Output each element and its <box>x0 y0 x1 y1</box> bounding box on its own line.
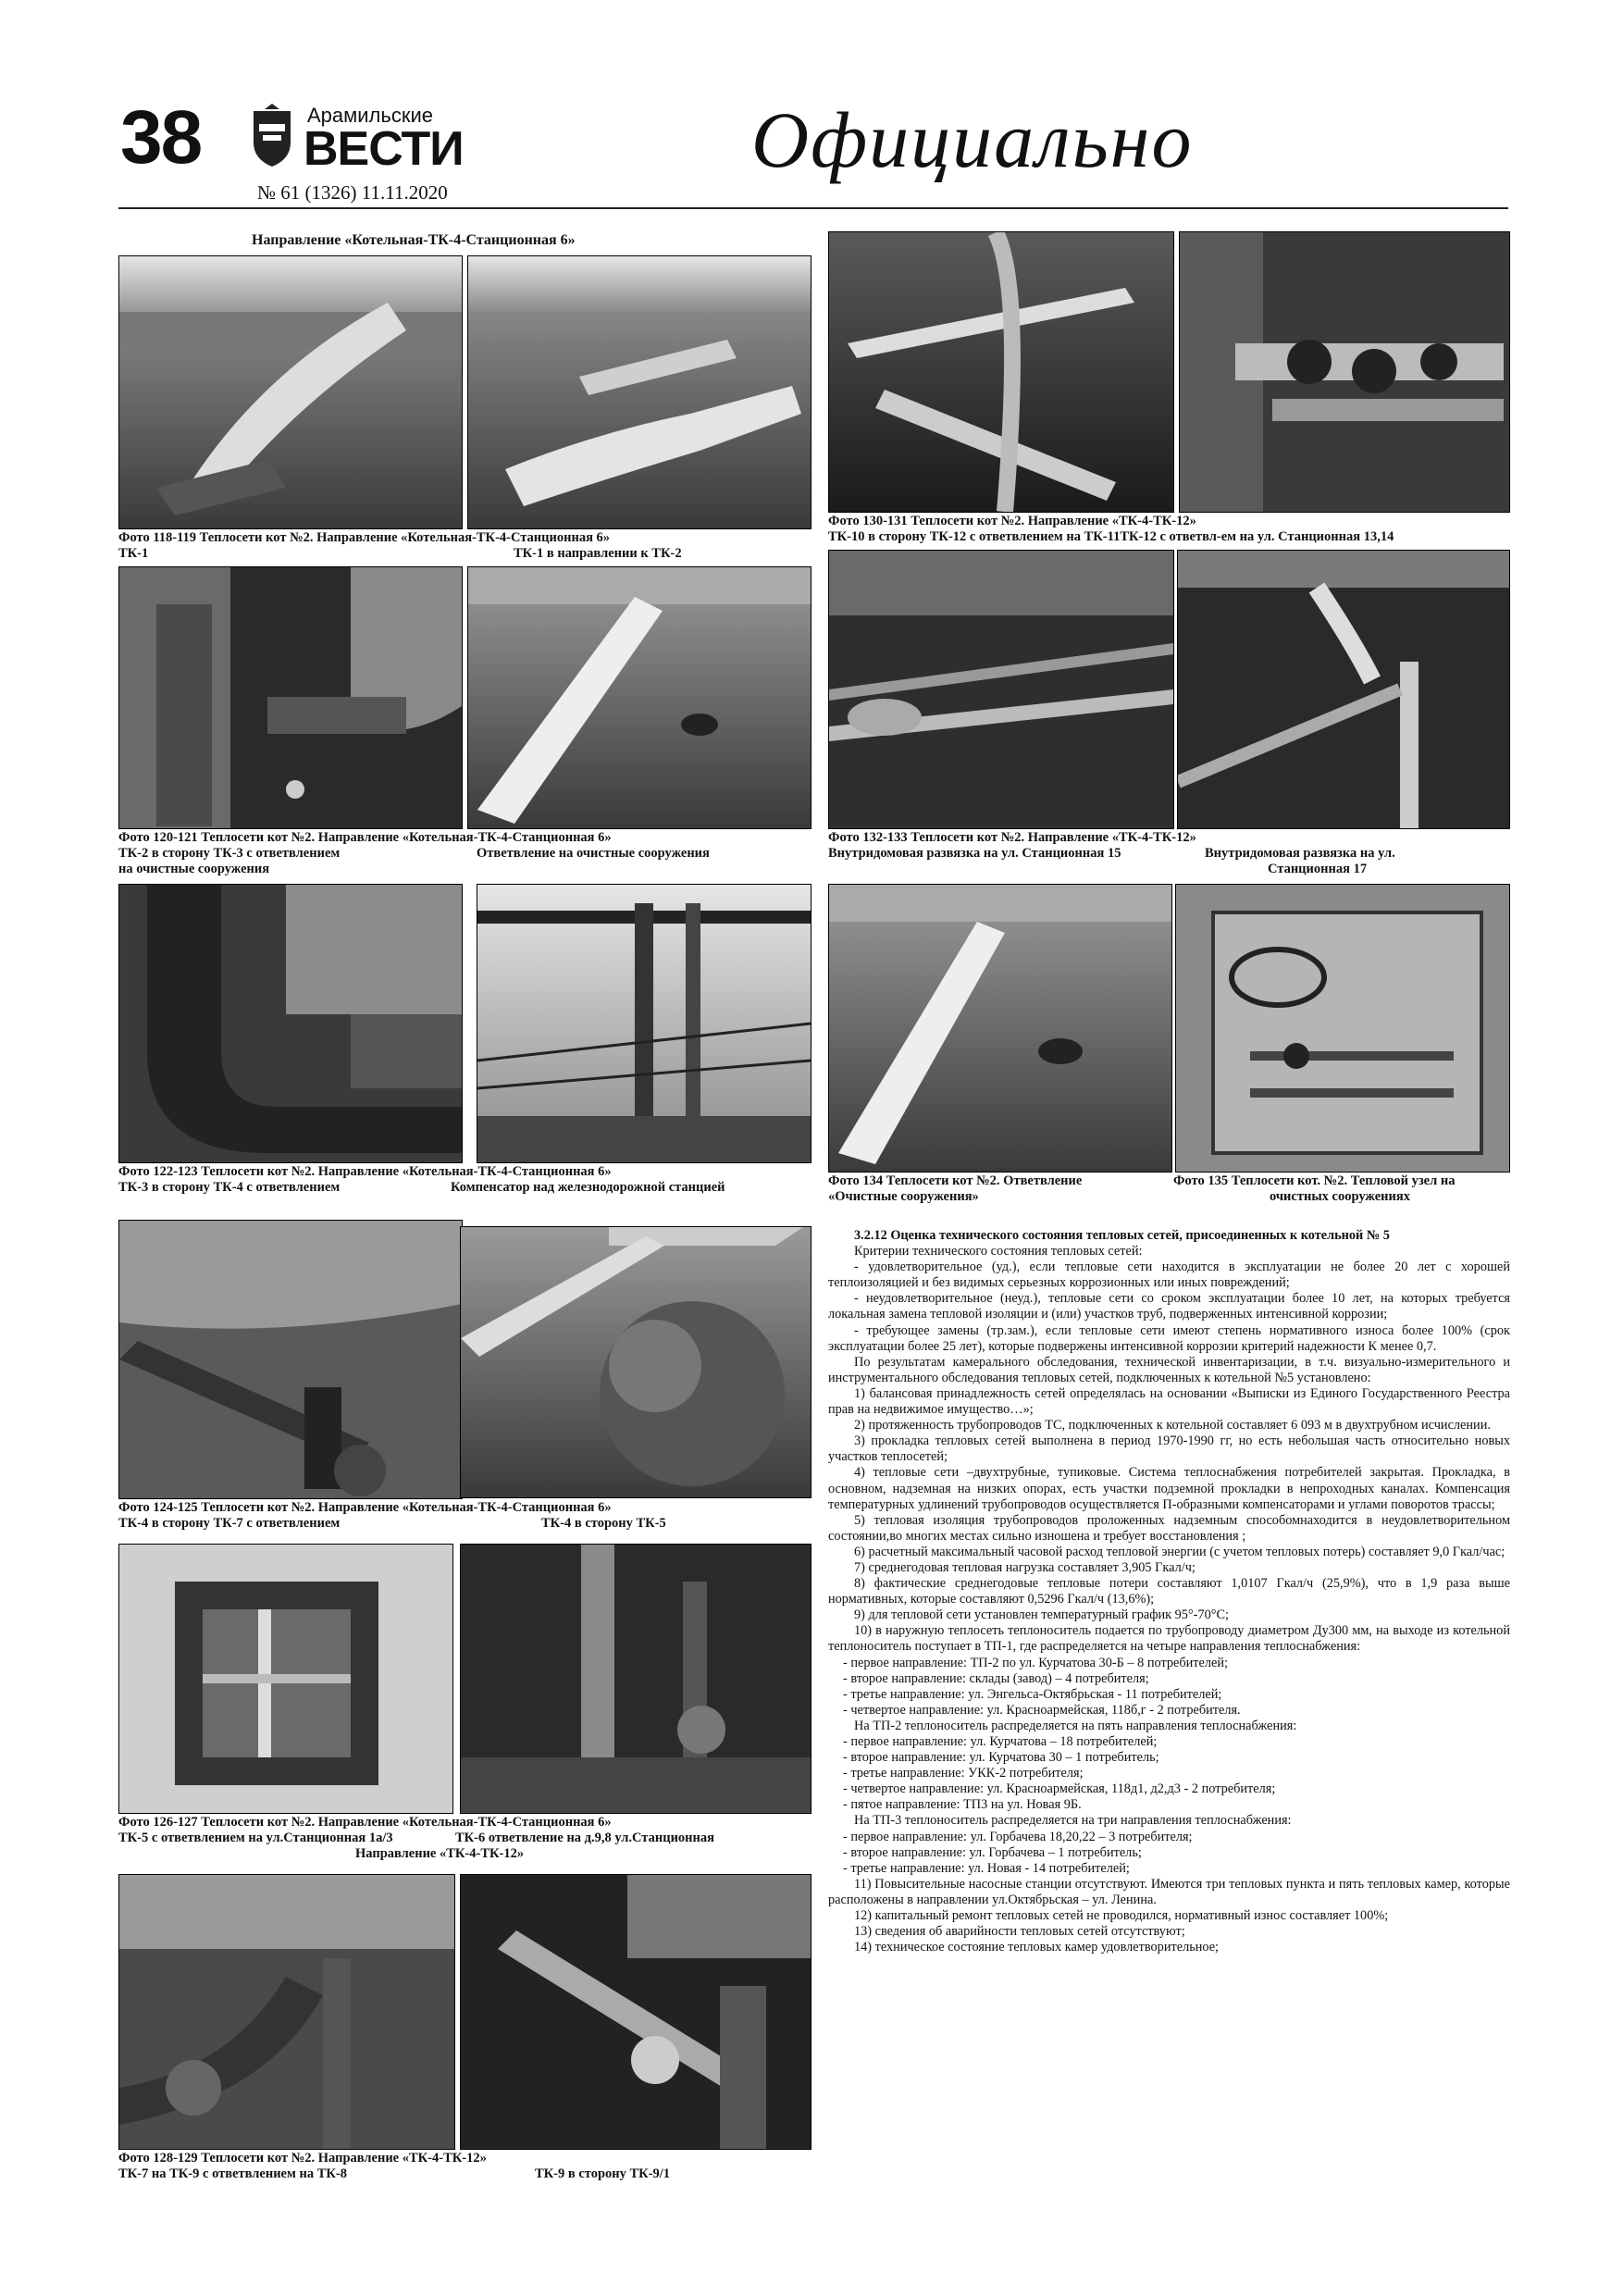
photo-128 <box>118 1874 455 2150</box>
caption-119: ТК-1 в направлении к ТК-2 <box>514 546 682 561</box>
caption-130-131: Фото 130-131 Теплосети кот №2. Направление «ТК-4-ТК-12» <box>828 514 1196 528</box>
list-item: - пятое направление: ТП3 на ул. Новая 9Б. <box>843 1797 1082 1813</box>
caption-120-121: Фото 120-121 Теплосети кот №2. Направление «Котельная-ТК-4-Станционная 6» <box>118 830 612 845</box>
caption-122-123: Фото 122-123 Теплосети кот №2. Направление «Котельная-ТК-4-Станционная 6» <box>118 1164 612 1179</box>
article-paragraph: 2) протяженность трубопроводов ТС, подключенных к котельной составляет 6 093 м в двухтрубном исчислении. <box>854 1418 1491 1433</box>
page-number: 38 <box>120 95 202 180</box>
article-paragraph: 10) в наружную теплосеть теплоноситель подается по трубопроводу диаметром Ду300 мм, на выходе из котельной теплоноситель поступает в ТП-1, где распределяется на четыре направления теплоснабжения: <box>828 1623 1510 1655</box>
article-paragraph: 3) прокладка тепловых сетей выполнена в период 1970-1990 гг, но есть небольшая часть относительно новых участков теплосетей; <box>828 1433 1510 1465</box>
article-paragraph: 4) тепловые сети –двухтрубные, тупиковые. Система теплоснабжения потребителей закрытая. Прокладка, в основном, надземная на низких опорах, есть участки подземной прокладки в непроходных каналах. Компенсация температурных удлинений трубопроводов осуществляется П-образными компенсаторами и углами поворотов трассы; <box>828 1465 1510 1512</box>
list-item: - первое направление: ул. Горбачева 18,20,22 – 3 потребителя; <box>843 1829 1193 1844</box>
article-paragraph: 1) балансовая принадлежность сетей определялась на основании «Выписки из Единого Государственного Реестра прав на недвижимое имущество…»; <box>828 1385 1510 1418</box>
direction-header: Направление «Котельная-ТК-4-Станционная 6» <box>252 232 576 248</box>
issue-info: № 61 (1326) 11.11.2020 <box>257 181 448 204</box>
article-paragraph: 5) тепловая изоляция трубопроводов проложенных надземным способомнаходится в неудовлетворительном состоянии,во многих местах сильно изношена и требует восстановления ; <box>828 1512 1510 1544</box>
photo-126 <box>118 1544 453 1814</box>
article-body <box>828 1228 1510 1955</box>
caption-132: Внутридомовая развязка на ул. Станционная 15 <box>828 846 1121 861</box>
article-paragraph: По результатам камерального обследования, технической инвентаризации, в т.ч. визуально-измерительного и инструментального обследования тепловых сетей, подключенных к котельной №5 установлено: <box>828 1354 1510 1385</box>
article-paragraph: 9) для тепловой сети установлен температурный график 95°-70°С; <box>854 1607 1229 1623</box>
caption-124-125: Фото 124-125 Теплосети кот №2. Направление «Котельная-ТК-4-Станционная 6» <box>118 1500 612 1515</box>
article-paragraph: 12) капитальный ремонт тепловых сетей не проводился, нормативный износ составляет 100%; <box>854 1908 1389 1924</box>
photo-131 <box>1179 231 1510 513</box>
photo-132 <box>828 550 1174 829</box>
masthead-main: ВЕСТИ <box>304 122 464 168</box>
article-paragraph: 13) сведения об аварийности тепловых сетей отсутствуют; <box>854 1924 1185 1940</box>
caption-126: ТК-5 с ответвлением на ул.Станционная 1а/3 <box>118 1831 393 1845</box>
photo-120 <box>118 566 463 829</box>
caption-133: Внутридомовая развязка на ул. <box>1205 846 1395 861</box>
caption-121: Ответвление на очистные сооружения <box>477 846 710 861</box>
section-title: Официально <box>751 95 1194 184</box>
article-paragraph: 11) Повысительные насосные станции отсутствуют. Имеются три тепловых пункта и пять тепловых камер, которые расположены в направлении ул.Октябрьская – ул. Ленина. <box>828 1876 1510 1907</box>
caption-120: ТК-2 в сторону ТК-3 с ответвлением <box>118 846 341 861</box>
caption-120-line3: на очистные сооружения <box>118 862 270 876</box>
photo-129 <box>460 1874 812 2150</box>
caption-130-131-detail: ТК-10 в сторону ТК-12 с ответвлением на ТК-11ТК-12 с ответвл-ем на ул. Станционная 13,14 <box>828 529 1394 544</box>
list-item: - третье направление: УКК-2 потребителя; <box>843 1766 1084 1781</box>
article-paragraph: На ТП-2 теплоноситель распределяется на пять направления теплоснабжения: <box>854 1718 1297 1733</box>
list-item: - второе направление: ул. Курчатова 30 – 1 потребитель; <box>843 1750 1159 1766</box>
header-rule <box>118 207 1508 209</box>
article-paragraph: - удовлетворительное (уд.), если тепловые сети находится в эксплуатации не более 20 лет с хорошей теплоизоляцией и без видимых серьезных коррозионных или иных повреждений; <box>828 1260 1510 1291</box>
caption-118-119: Фото 118-119 Теплосети кот №2. Направление «Котельная-ТК-4-Станционная 6» <box>118 530 611 545</box>
article-paragraph: - неудовлетворительное (неуд.), тепловые сети со сроком эксплуатации более 10 лет, на которых требуется локальная замена тепловой изоляции и (или) участков труб, подверженных интенсивной коррозии; <box>828 1291 1510 1322</box>
list-item: - второе направление: ул. Горбачева – 1 потребитель; <box>843 1844 1142 1860</box>
photo-130 <box>828 231 1174 513</box>
list-item: - третье направление: ул. Новая - 14 потребителей; <box>843 1860 1130 1876</box>
caption-127: ТК-6 ответвление на д.9,8 ул.Станционная <box>455 1831 714 1845</box>
article-paragraph: Критерии технического состояния тепловых сетей: <box>854 1244 1143 1260</box>
photo-127 <box>460 1544 812 1814</box>
article-paragraph: На ТП-3 теплоноситель распределяется на три направления теплоснабжения: <box>854 1813 1292 1829</box>
caption-134-line2: «Очистные сооружения» <box>828 1189 979 1204</box>
list-item: - третье направление: ул. Энгельса-Октябрьская - 11 потребителей; <box>843 1686 1222 1702</box>
city-emblem-icon <box>254 104 291 167</box>
caption-132-133: Фото 132-133 Теплосети кот №2. Направление «ТК-4-ТК-12» <box>828 830 1196 845</box>
article-paragraph: 14) техническое состояние тепловых камер удовлетворительное; <box>854 1940 1220 1955</box>
photo-121 <box>467 566 812 829</box>
photo-123 <box>477 884 812 1163</box>
caption-118: ТК-1 <box>118 546 149 561</box>
caption-123: Компенсатор над железнодорожной станцией <box>451 1180 725 1195</box>
article-paragraph: 7) среднегодовая тепловая нагрузка составляет 3,905 Гкал/ч; <box>854 1559 1196 1575</box>
list-item: - первое направление: ул. Курчатова – 18 потребителей; <box>843 1734 1158 1749</box>
article-paragraph: 8) фактические среднегодовые тепловые потери составляют 1,0107 Гкал/ч (25,9%), что в 1,9 раза выше нормативных, которые составляют 0,5296 Гкал/ч (13,6%); <box>828 1576 1510 1607</box>
direction-header-2: Направление «ТК-4-ТК-12» <box>355 1846 525 1861</box>
article-paragraph: - требующее замены (тр.зам.), если тепловые сети имеют степень нормативного износа более 100% (срок эксплуатации более 25 лет), которые подвержены интенсивной коррозии критерий надежности К менее 0,7. <box>828 1322 1510 1354</box>
caption-129: ТК-9 в сторону ТК-9/1 <box>535 2166 671 2181</box>
photo-124 <box>118 1220 463 1499</box>
list-item: - второе направление: склады (завод) – 4 потребителя; <box>843 1670 1149 1686</box>
masthead-top: Арамильские <box>307 104 434 127</box>
article-paragraph: 6) расчетный максимальный часовой расход тепловой энергии (с учетом тепловых потерь) составляет 9,0 Гкал/час; <box>854 1544 1505 1559</box>
caption-128-129: Фото 128-129 Теплосети кот №2. Направление «ТК-4-ТК-12» <box>118 2151 487 2166</box>
photo-134 <box>828 884 1172 1173</box>
list-item: - четвертое направление: ул. Красноармейская, 118б,г - 2 потребителя. <box>843 1702 1241 1718</box>
photo-133 <box>1177 550 1510 829</box>
caption-133-line2: Станционная 17 <box>1268 862 1368 876</box>
photo-122 <box>118 884 463 1163</box>
caption-135-line2: очистных сооружениях <box>1270 1189 1410 1204</box>
list-item: - четвертое направление: ул. Красноармейская, 118д1, д2,д3 - 2 потребителя; <box>843 1781 1276 1797</box>
photo-119 <box>467 255 812 529</box>
caption-126-127: Фото 126-127 Теплосети кот №2. Направление «Котельная-ТК-4-Станционная 6» <box>118 1815 612 1830</box>
caption-135: Фото 135 Теплосети кот. №2. Тепловой узел на <box>1173 1173 1456 1188</box>
caption-124: ТК-4 в сторону ТК-7 с ответвлением <box>118 1516 341 1531</box>
article-heading: 3.2.12 Оценка технического состояния тепловых сетей, присоединенных к котельной № 5 <box>854 1228 1390 1243</box>
caption-128: ТК-7 на ТК-9 с ответвлением на ТК-8 <box>118 2166 347 2181</box>
masthead-logo <box>252 104 474 168</box>
photo-135 <box>1175 884 1510 1173</box>
photo-118 <box>118 255 463 529</box>
photo-125 <box>460 1226 812 1498</box>
caption-125: ТК-4 в сторону ТК-5 <box>541 1516 666 1531</box>
list-item: - первое направление: ТП-2 по ул. Курчатова 30-Б – 8 потребителей; <box>843 1655 1228 1670</box>
caption-134: Фото 134 Теплосети кот №2. Ответвление <box>828 1173 1083 1188</box>
caption-122: ТК-3 в сторону ТК-4 с ответвлением <box>118 1180 341 1195</box>
